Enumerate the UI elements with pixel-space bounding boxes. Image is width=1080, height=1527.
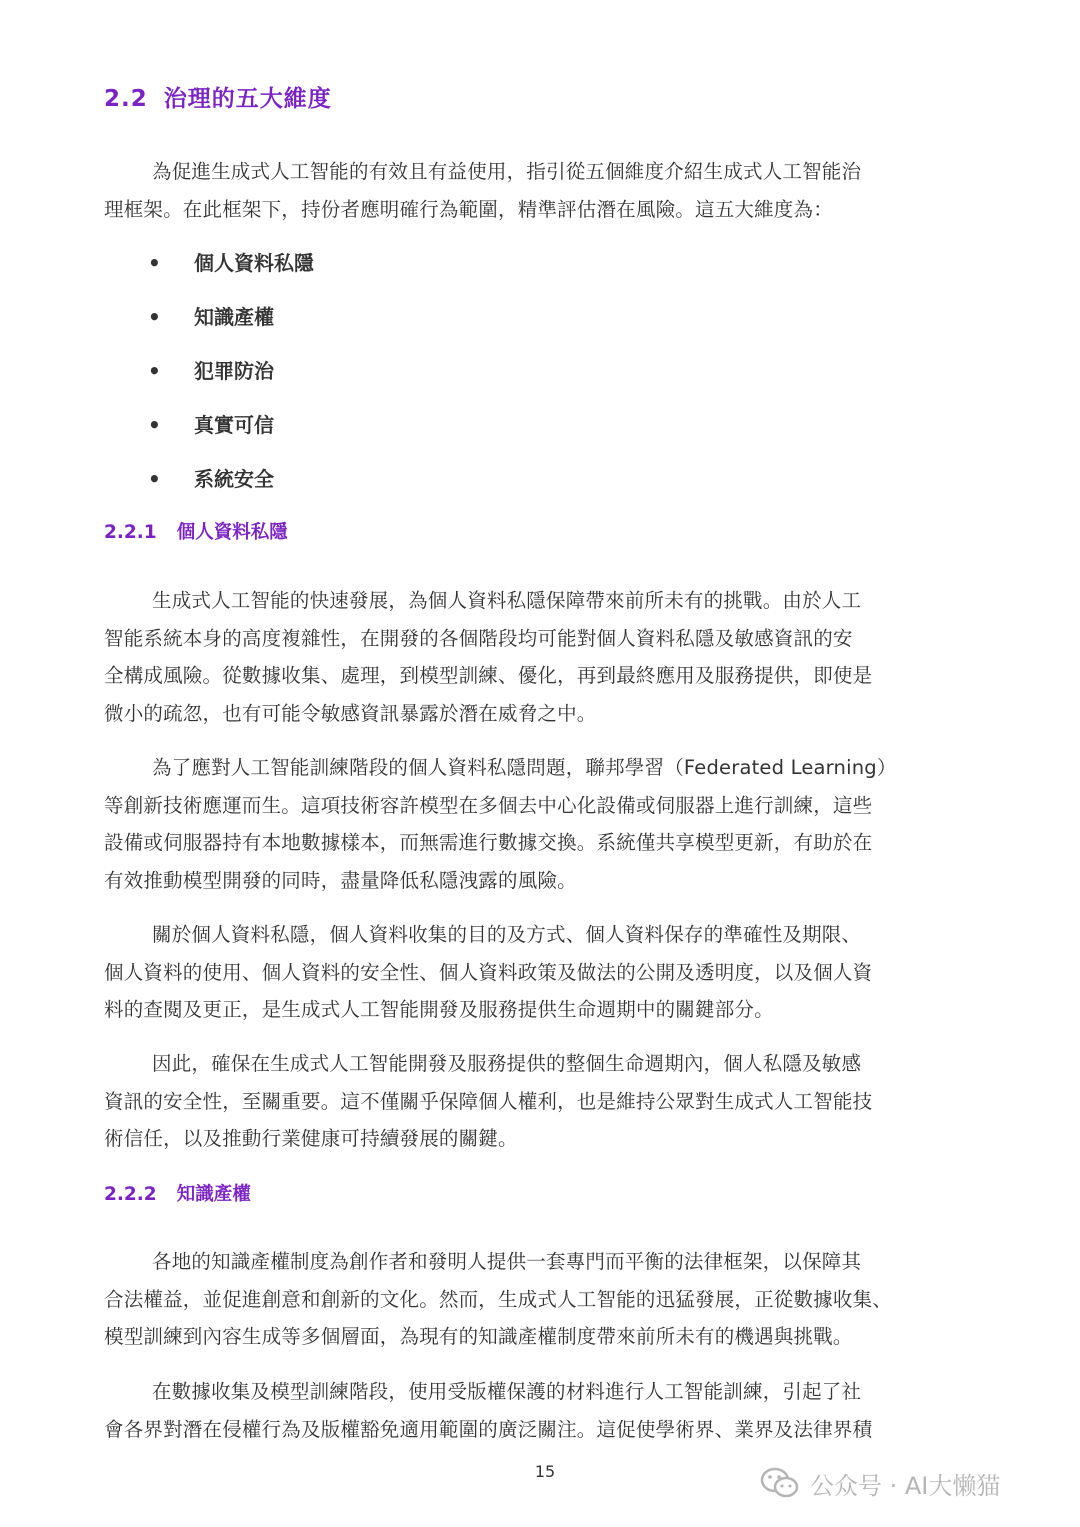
- subsection-title: 個人資料私隱: [176, 522, 288, 543]
- list-item: [148, 244, 314, 298]
- bullet-icon: •: [148, 251, 161, 275]
- list-item: [148, 460, 314, 514]
- subsection-heading-ip: [104, 1180, 251, 1206]
- intro-paragraph: [104, 153, 944, 228]
- section-title: 治理的五大維度: [163, 86, 332, 112]
- list-item-label: 個人資料私隱: [194, 251, 314, 275]
- text-line: 模型訓練到內容生成等多個層面，為現有的知識產權制度帶來前所未有的機遇與挑戰。: [104, 1325, 853, 1348]
- text-line: 等創新技術應運而生。這項技術容許模型在多個去中心化設備或伺服器上進行訓練，這些: [104, 793, 873, 817]
- bullet-icon: •: [148, 413, 161, 437]
- section-number: 2.2: [104, 86, 148, 112]
- text-line: 各地的知識產權制度為創作者和發明人提供一套專門而平衡的法律框架，以保障其: [152, 1250, 862, 1273]
- paragraph: [104, 749, 944, 899]
- list-item-label: 犯罪防治: [194, 359, 274, 383]
- watermark-text: 公众号 · AI大懒猫: [810, 1471, 1001, 1500]
- section-heading: [104, 80, 332, 113]
- text-line: 因此，確保在生成式人工智能開發及服務提供的整個生命週期內，個人私隱及敏感: [152, 1052, 862, 1075]
- text-line: 為促進生成式人工智能的有效且有益使用，指引從五個維度介紹生成式人工智能治: [152, 160, 862, 183]
- bullet-icon: •: [148, 467, 161, 491]
- paragraph: [104, 916, 944, 1029]
- text-line: 智能系統本身的高度複雜性，在開發的各個階段均可能對個人資料私隱及敏感資訊的安: [104, 626, 853, 650]
- dimension-list: [148, 244, 314, 514]
- text-line: 全構成風險。從數據收集、處理，到模型訓練、優化，再到最終應用及服務提供，即使是: [104, 664, 873, 687]
- subsection-title: 知識產權: [176, 1184, 251, 1205]
- text-line: 資訊的安全性，至關重要。這不僅關乎保障個人權利，也是維持公眾對生成式人工智能技: [104, 1089, 873, 1113]
- subsection-heading-privacy: [104, 518, 288, 544]
- paragraph: [104, 582, 944, 732]
- paragraph: [104, 1243, 944, 1356]
- text-line: 關於個人資料私隱，個人資料收集的目的及方式、個人資料保存的準確性及期限、: [152, 923, 862, 946]
- list-item: [148, 406, 314, 460]
- page-number: 15: [534, 1462, 556, 1481]
- paragraph: [104, 1373, 944, 1448]
- subsection-number: 2.2.2: [104, 1184, 157, 1205]
- list-item: [148, 352, 314, 406]
- list-item-label: 知識產權: [194, 305, 274, 329]
- text-line: 會各界對潛在侵權行為及版權豁免適用範圍的廣泛關注。這促使學術界、業界及法律界積: [104, 1417, 873, 1441]
- wechat-icon: [760, 1466, 800, 1500]
- subsection-number: 2.2.1: [104, 522, 157, 543]
- text-line: 設備或伺服器持有本地數據樣本，而無需進行數據交換。系統僅共享模型更新，有助於在: [104, 831, 873, 854]
- text-line: 術信任，以及推動行業健康可持續發展的關鍵。: [104, 1127, 518, 1150]
- list-item-label: 系統安全: [194, 467, 274, 491]
- text-line: 在數據收集及模型訓練階段，使用受版權保護的材料進行人工智能訓練，引起了社: [152, 1380, 862, 1403]
- text-line: 料的查閱及更正，是生成式人工智能開發及服務提供生命週期中的關鍵部分。: [104, 998, 774, 1021]
- text-line: 生成式人工智能的快速發展，為個人資料私隱保障帶來前所未有的挑戰。由於人工: [152, 589, 862, 612]
- bullet-icon: •: [148, 305, 161, 329]
- list-item-label: 真實可信: [194, 413, 274, 437]
- text-line: 微小的疏忽，也有可能令敏感資訊暴露於潛在威脅之中。: [104, 701, 597, 725]
- text-line: 有效推動模型開發的同時，盡量降低私隱洩露的風險。: [104, 868, 577, 892]
- text-line: 合法權益，並促進創意和創新的文化。然而，生成式人工智能的迅猛發展，正從數據收集、: [104, 1287, 893, 1311]
- wechat-watermark: [760, 1463, 1000, 1503]
- text-line: 個人資料的使用、個人資料的安全性、個人資料政策及做法的公開及透明度，以及個人資: [104, 960, 873, 984]
- list-item: [148, 298, 314, 352]
- paragraph: [104, 1045, 944, 1158]
- text-line: 為了應對人工智能訓練階段的個人資料私隱問題，聯邦學習（Federated Learning）: [152, 756, 897, 779]
- text-line: 理框架。在此框架下，持份者應明確行為範圍，精準評估潛在風險。這五大維度為：: [104, 197, 833, 221]
- bullet-icon: •: [148, 359, 161, 383]
